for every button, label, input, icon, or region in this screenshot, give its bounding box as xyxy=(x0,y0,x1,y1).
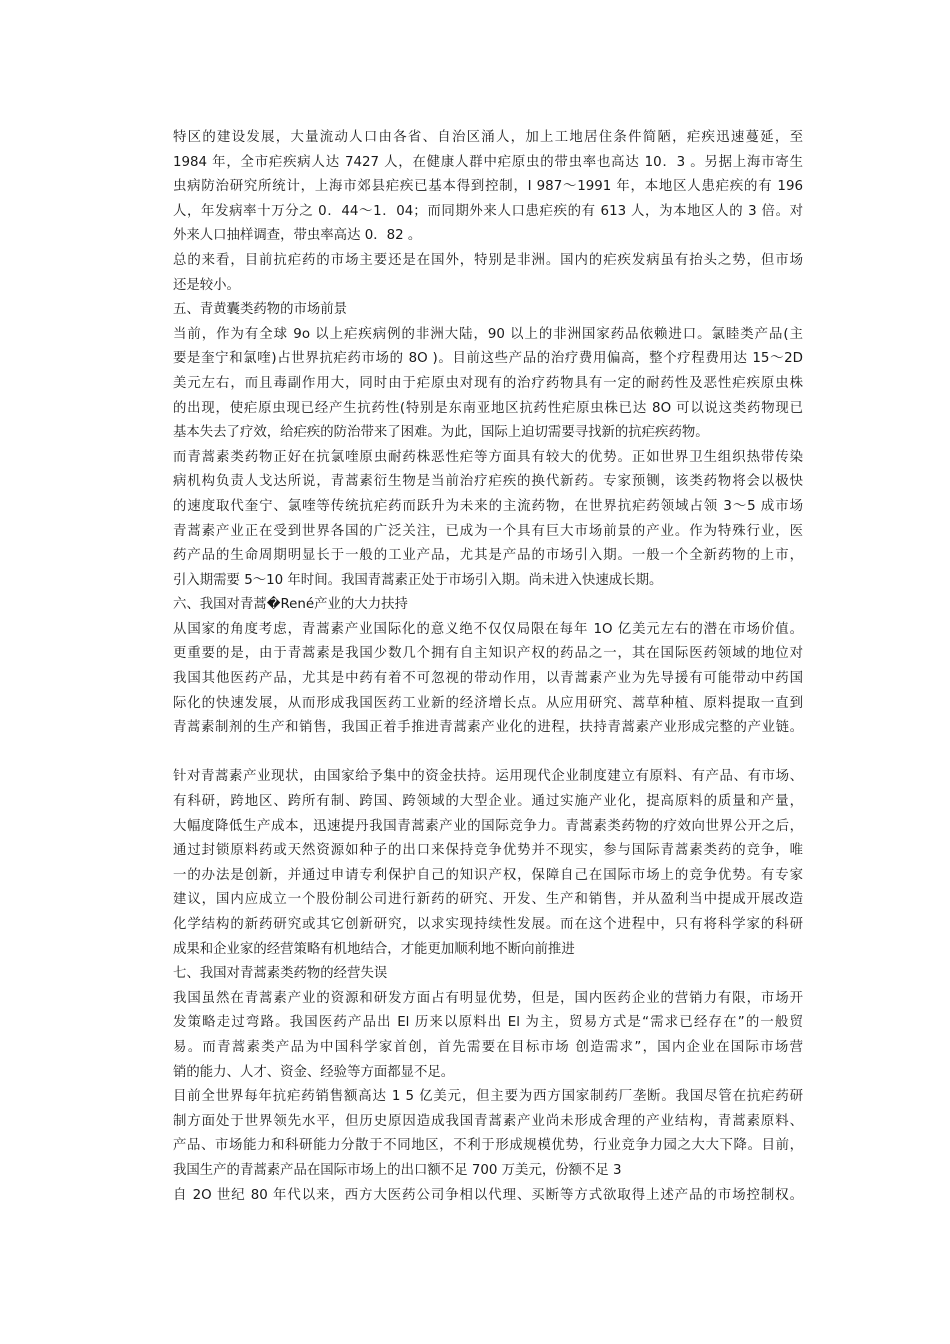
text-line: 青蒿素制剂的生产和销售，我国正着手推进青蒿素产业化的进程，扶持青蒿素产业形成完整的产业链。 xyxy=(173,720,803,736)
text-line: 特区的建设发展，大量流动人口由各省、自治区涌人，加上工地居住条件简陋，疟疾迅速蔓延，至 xyxy=(173,130,803,145)
text-line: 美元左右，而且毒副作用大，同时由于疟原虫对现有的治疗药物具有一定的耐药性及恶性疟疾原虫株 xyxy=(173,375,803,391)
text-line: 我国生产的青蒿素产品在国际市场上的出口额不足 700 万美元，份额不足 3 xyxy=(173,1162,622,1178)
text-line: 一的办法是创新，并通过申请专利保护自己的知识产权，保障自己在国际市场上的竞争优势。有专家 xyxy=(173,867,803,883)
text-line: 目前全世界每年抗疟药销售额高达 1 5 亿美元，但主要为西方国家制药厂垄断。我国尽管在抗疟药研 xyxy=(173,1089,803,1105)
text-line: 虫病防治研究所统计，上海市郊县疟疾已基本得到控制，I 987～1991 年，本地区人患疟疾的有 196 xyxy=(173,179,803,195)
text-line: 病机构负责人戈达所说，青蒿素衍生物是当前治疗疟疾的换代新药。专家预铡，该类药物将会以极快 xyxy=(173,474,803,490)
text-line: 的出现，使疟原虫现已经产生抗药性(特别是东南亚地区抗药性疟原虫株已达 8O 可以说这类药物现已 xyxy=(173,400,803,416)
text-line: 1984 年，全市疟疾病人达 7427 人，在健康人群中疟原虫的带虫率也高达 10．3 。另据上海市寄生 xyxy=(173,154,803,170)
text-line: 易。而青蒿素类产品为中国科学家首创，首先需要在目标市场 创造需求”，国内企业在国际市场营 xyxy=(173,1039,803,1055)
text-line: 针对青蒿素产业现状，由国家给予集中的资金扶持。运用现代企业制度建立有原料、有产品、有市场、 xyxy=(173,769,803,785)
text-line: 从国家的角度考虑，青蒿素产业国际化的意义绝不仅仅局限在每年 1O 亿美元左右的潜在市场价值。 xyxy=(173,621,803,637)
text-line: 五、青黄囊类药物的市场前景 xyxy=(173,302,348,318)
text-line: 药产品的生命周期明显长于一般的工业产品，尤其是产品的市场引入期。一般一个全新药物的上市， xyxy=(173,548,803,564)
text-line: 我国虽然在青蒿素产业的资源和研发方面占有明显优势，但是，国内医药企业的营销力有限，市场开 xyxy=(173,990,803,1006)
text-line: 青蒿素产业正在受到世界各国的广泛关注，已成为一个具有巨大市场前景的产业。作为特殊行业，医 xyxy=(173,523,803,539)
text-line: 自 2O 世纪 80 年代以来，西方大医药公司争相以代理、买断等方式欲取得上述产品的市场控制权。 xyxy=(173,1187,803,1203)
text-line: 还是较小。 xyxy=(173,277,240,293)
text-line: 要是奎宁和氯喹)占世界抗疟药市场的 8O )。目前这些产品的治疗费用偏高，整个疗程费用达 15～2D xyxy=(173,351,803,367)
text-line xyxy=(173,741,803,766)
text-line: 销的能力、人才、资金、经验等方面都显不足。 xyxy=(173,1064,455,1080)
text-line: 外来人口抽样调查，带虫率高达 0．82 。 xyxy=(173,228,422,244)
text-line: 制方面处于世界领先水平，但历史原因造成我国青蒿素产业尚未形成舍理的产业结构，青蒿素原料、 xyxy=(173,1113,803,1129)
text-line: 六、我国对青蒿�René产业的大力扶持 xyxy=(173,597,408,613)
text-line: 成果和企业家的经营策略有机地结合，才能更加顺利地不断向前推进 xyxy=(173,941,575,957)
text-line: 际化的快速发展，从而形成我国医药工业新的经济增长点。从应用研究、蒿草种植、原料提取一直到 xyxy=(173,695,803,711)
text-line: 七、我国对青蒿素类药物的经营失误 xyxy=(173,966,388,982)
text-line: 的速度取代奎宁、氯喹等传统抗疟药而跃升为未来的主流药物，在世界抗疟药领域占领 3～5 成市场 xyxy=(173,498,803,514)
text-line: 建议，国内应成立一个股份制公司进行新药的研究、开发、生产和销售，并从盈利当中提成开展改造 xyxy=(173,892,803,908)
document-body xyxy=(173,126,803,1208)
text-line: 通过封锁原料药或天然资源如种子的出口来保持竞争优势并不现实，参与国际青蒿素类药的竞争，唯 xyxy=(173,843,803,859)
text-line: 当前，作为有全球 9o 以上疟疾病例的非洲大陆，90 以上的非洲国家药品依赖进口。氯睦类产品(主 xyxy=(173,326,803,342)
text-line: 化学结构的新药研究或其它创新研究，以求实现持续性发展。而在这个进程中，只有将科学家的科研 xyxy=(173,917,803,932)
text-line: 有科研，跨地区、跨所有制、跨国、跨领域的大型企业。通过实施产业化，提高原料的质量和产量， xyxy=(173,794,803,810)
text-line: 基本失去了疗效，给疟疾的防治带来了困难。为此，国际上迫切需要寻找新的抗疟疾药物。 xyxy=(173,425,709,441)
text-line: 人，年发病率十万分之 0．44～1．04；而同期外来人口患疟疾的有 613 人，为本地区人的 3 倍。对 xyxy=(173,203,803,219)
text-line: 产品、市场能力和科研能力分散于不同地区，不利于形成规模优势，行业竞争力园之大大下降。目前， xyxy=(173,1138,803,1154)
text-line: 引入期需要 5～10 年时间。我国青蒿素正处于市场引入期。尚未进入快速成长期。 xyxy=(173,572,663,588)
text-line: 发策略走过弯路。我国医药产品出 El 历来以原料出 El 为主，贸易方式是“需求已经存在”的一般贸 xyxy=(173,1015,803,1031)
text-line: 我国其他医药产品，尤其是中药有着不可忽视的带动作用，以青蒿素产业为先导援有可能带动中药国 xyxy=(173,671,803,687)
text-line: 大幅度降低生产成本，迅速提丹我国青蒿素产业的国际竞争力。青蒿素类药物的疗效向世界公开之后， xyxy=(173,818,803,834)
text-line: 更重要的是，由于青蒿素是我国少数几个拥有自主知识产权的药品之一，其在国际医药领域的地位对 xyxy=(173,646,803,662)
text-line: 而青蒿素类药物正好在抗氯喹原虫耐药株恶性疟等方面具有较大的优势。正如世界卫生组织热带传染 xyxy=(173,449,803,465)
text-line: 总的来看，目前抗疟药的市场主要还是在国外，特别是非洲。国内的疟疾发病虽有抬头之势，但市场 xyxy=(173,252,803,268)
